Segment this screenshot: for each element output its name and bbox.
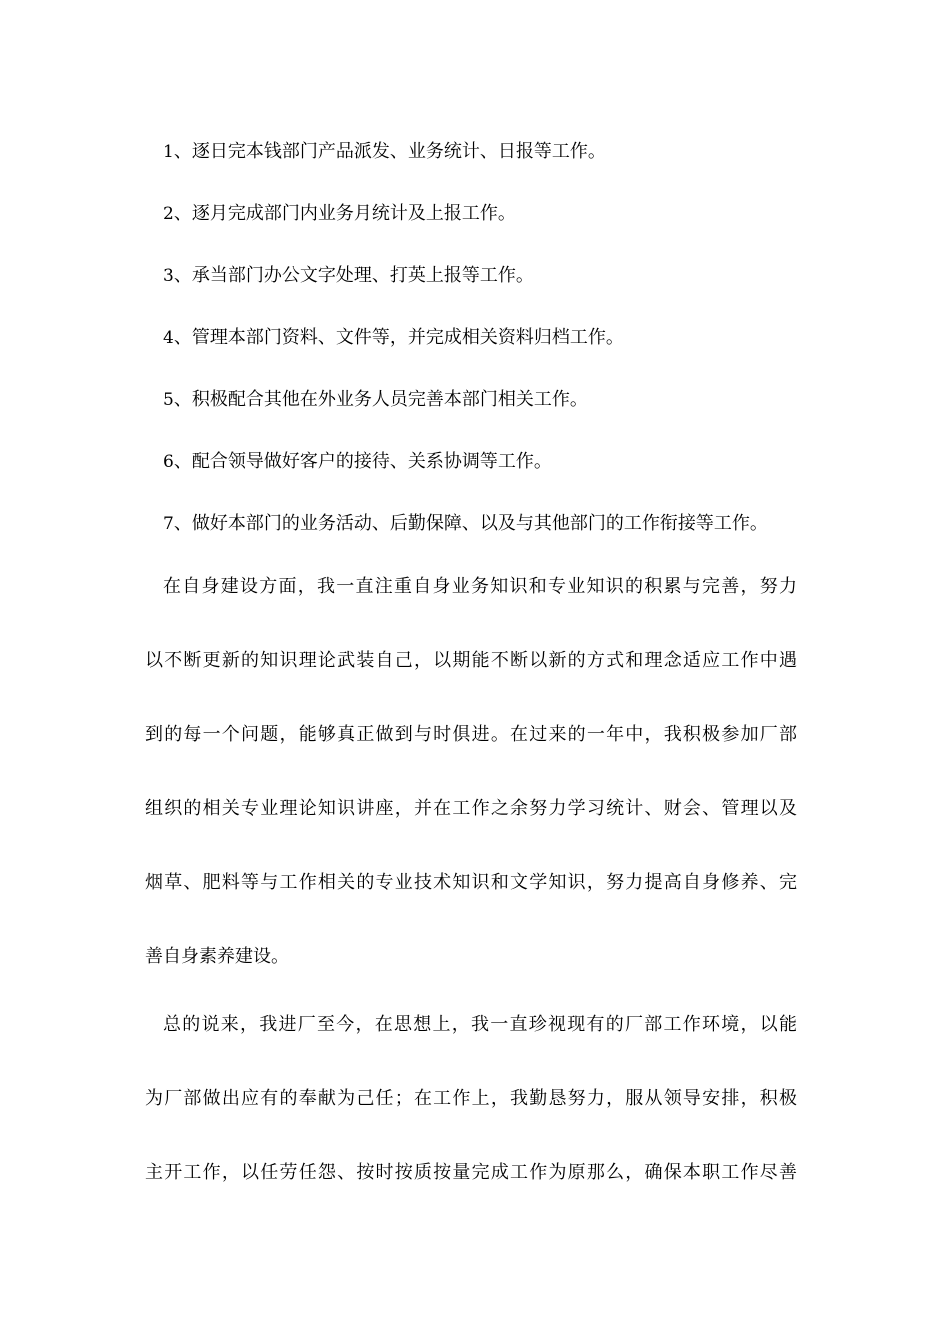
list-item: [163, 323, 813, 353]
item-text: 、配合领导做好客户的接待、关系协调等工作。: [173, 451, 552, 472]
paragraph-line: 总的说来，我进厂至今，在思想上，我一直珍视现有的厂部工作环境，以能: [163, 1014, 797, 1035]
item-number: 6: [163, 452, 174, 472]
item-number: 2: [163, 204, 174, 224]
paragraph-summary: [145, 988, 797, 1210]
item-text: 、逐月完成部门内业务月统计及上报工作。: [173, 203, 516, 224]
item-number: 7: [163, 514, 174, 534]
item-text: 、承当部门办公文字处理、打英上报等工作。: [173, 265, 534, 286]
paragraph-line: 组织的相关专业理论知识讲座，并在工作之余努力学习统计、财会、管理以及: [145, 798, 797, 819]
paragraph-line: 以不断更新的知识理论武装自己，以期能不断以新的方式和理念适应工作中遇: [145, 650, 797, 671]
paragraph-line: 善自身素养建设。: [145, 946, 289, 967]
item-number: 3: [163, 266, 174, 286]
item-text: 、积极配合其他在外业务人员完善本部门相关工作。: [173, 389, 588, 410]
paragraph-line: 在自身建设方面，我一直注重自身业务知识和专业知识的积累与完善，努力: [163, 576, 797, 597]
item-number: 4: [163, 328, 174, 348]
item-text: 、管理本部门资料、文件等，并完成相关资料归档工作。: [173, 327, 624, 348]
list-item: [163, 509, 813, 539]
item-text: 、逐日完本钱部门产品派发、业务统计、日报等工作。: [173, 141, 606, 162]
list-item: [163, 385, 813, 415]
paragraph-line: 为厂部做出应有的奉献为己任；在工作上，我勤恳努力，服从领导安排，积极: [145, 1088, 797, 1109]
paragraph-line: 到的每一个问题，能够真正做到与时俱进。在过来的一年中，我积极参加厂部: [145, 724, 797, 745]
list-item: [163, 447, 813, 477]
paragraph-self-development: [145, 550, 797, 994]
paragraph-line: 主开工作，以任劳任怨、按时按质按量完成工作为原那么，确保本职工作尽善: [145, 1162, 797, 1183]
item-text: 、做好本部门的业务活动、后勤保障、以及与其他部门的工作衔接等工作。: [173, 513, 768, 534]
item-number: 5: [163, 390, 174, 410]
list-item: [163, 137, 813, 167]
list-item: [163, 261, 813, 291]
list-item: [163, 199, 813, 229]
item-number: 1: [163, 142, 174, 162]
paragraph-line: 烟草、肥料等与工作相关的专业技术知识和文学知识，努力提高自身修养、完: [145, 872, 797, 893]
